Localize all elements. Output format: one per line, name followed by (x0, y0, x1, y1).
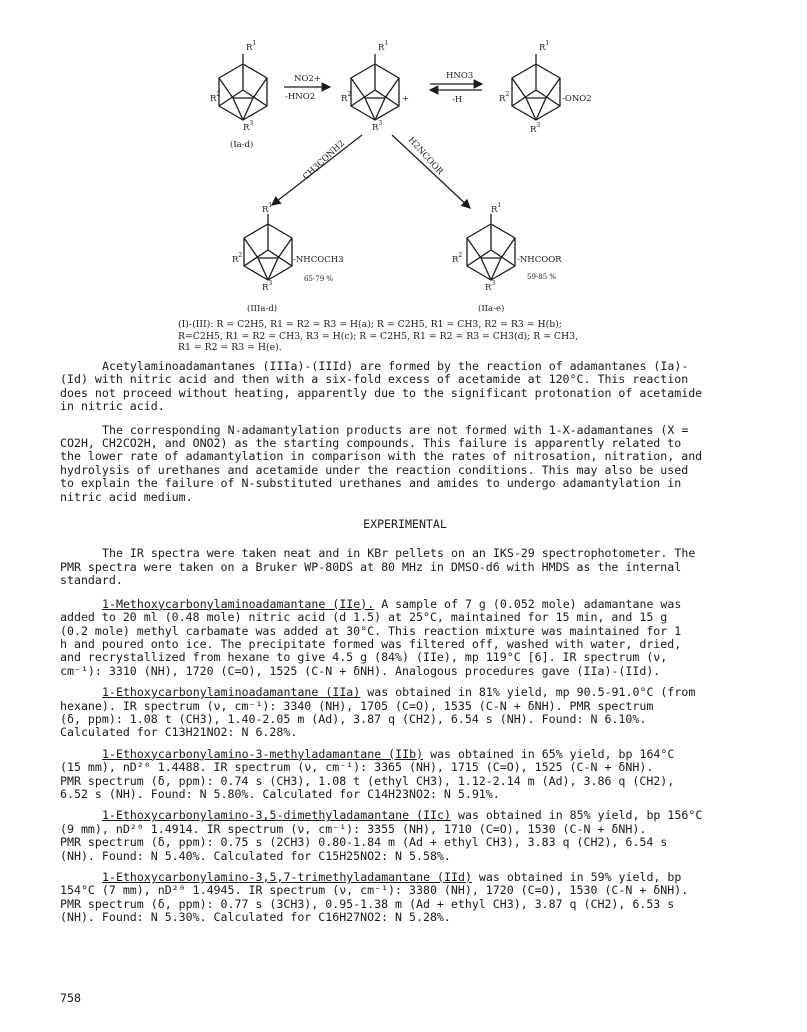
ono2-group: -ONO2 (562, 94, 592, 104)
paragraph-compound-iib: 1-Ethoxycarbonylamino-3-methyladamantane (IIb) was obtained in 65% yield, bp 164°C (15 mm), nD²⁰ 1.4488. IR spectrum (ν, cm⁻¹): 3365 (NH), 1715 (C=O), 1525 (C-N + δNH). PMR spectrum (δ, ppm): 0.74 s (CH3), 1.08 t (ethyl CH3), 1.12-2.14 m (Ad), 3.86 q (CH2), 6.52 s (NH). Found: N 5.80%. Calculated for C14H23NO2: N 5.91%. (60, 746, 675, 801)
svg-text:R1: $R^1$ (491, 202, 502, 215)
svg-text:R3: $R^3$ (372, 120, 383, 133)
paragraph-compound-iie: 1-Methoxycarbonylaminoadamantane (IIe). A sample of 7 g (0.052 mole) adamantane was added to 20 ml (0.48 mole) nitric acid (d 1.5) at 25°C, maintained for 15 min, and 15 g (0.2 mole) methyl carbamate was added at 30°C. This reaction mixture was maintained for 1 h and poured onto ice. The precipitate formed was filtered off, washed with water, dried, and recrystallized from hexane to give 4.5 g (84%) (IIe), mp 119°C [6]. IR spectrum (ν, cm⁻¹): 3310 (NH), 1720 (C=O), 1525 (C-N + δNH). Analogous procedures gave (IIa)-(IId). (60, 596, 682, 678)
r3-label: $R^3$ (243, 120, 254, 133)
svg-text:R3: $R^3$ (485, 280, 496, 293)
compound-title: 1-Ethoxycarbonylamino-3,5,7-trimethyladamantane (IId) (102, 870, 472, 884)
compound-title: 1-Ethoxycarbonylamino-3,5-dimethyladamantane (IIc) (102, 808, 452, 823)
paragraph-acetylamino: Acetylaminoadamantanes (IIIa)-(IIId) are formed by the reaction of adamantanes (Ia)- (Id) with nitric acid and then with a six-fold excess of acetamide at 120°C. This reaction does not proceed without heating, apparently due to the significant protonation of acetamide in nitric acid. (60, 359, 703, 414)
svg-text:R1: $R^1$ (262, 202, 273, 215)
article-body (60, 360, 750, 933)
yield-iii: 65-79 % (304, 275, 334, 283)
nhcoor-group: -NHCOOR (517, 255, 562, 265)
reaction-arrow-nitrosation (284, 74, 330, 102)
svg-text:R3: $R^3$ (262, 280, 273, 293)
svg-text:R2: $R^2$ (341, 91, 352, 104)
adamantyl-cation-structure (341, 40, 409, 133)
reaction-arrow-urethane (392, 135, 470, 208)
paragraph-compound-iia: 1-Ethoxycarbonylaminoadamantane (IIa) was obtained in 81% yield, mp 90.5-91.0°C (from hexane). IR spectrum (ν, cm⁻¹): 3340 (NH), 1705 (C=O), 1535 (C-N + δNH). PMR spectrum (δ, ppm): 1.08 t (CH3), 1.40-2.05 m (Ad), 3.87 q (CH2), 6.54 s (NH). Found: N 6.10%. Calculated for C13H21NO2: N 6.28%. (60, 685, 696, 740)
legend-line: R=C2H5, R1 = R2 = CH3, R3 = H(c); R = C2H5, R1 = R2 = R3 = CH3(d); R = CH3, (178, 330, 579, 342)
compound-title: 1-Ethoxycarbonylaminoadamantane (IIa) (102, 685, 361, 700)
scheme-legend (178, 319, 738, 354)
legend-line: (I)-(III): R = C2H5, R1 = R2 = R3 = H(a); R = C2H5, R1 = CH3, R2 = R3 = H(b); (178, 319, 562, 330)
svg-text:R2: $R^2$ (232, 252, 243, 265)
reaction-scheme (0, 0, 807, 360)
svg-text:H2NCOOR: H2NCOOR (405, 135, 445, 178)
reaction-arrow-acetamide (272, 135, 362, 205)
r2-label: $R^2$ (210, 91, 221, 104)
svg-text:CH3CONH2: CH3CONH2 (301, 138, 347, 183)
section-heading-experimental: EXPERIMENTAL (363, 517, 447, 532)
r1-label: $R^1$ (246, 40, 257, 53)
adamantyl-nitrate-structure (499, 40, 592, 135)
svg-text:HNO3: HNO3 (446, 71, 474, 81)
reaction-arrow-nitration (430, 71, 482, 105)
svg-text:-H: -H (452, 95, 463, 105)
compound-title: 1-Methoxycarbonylaminoadamantane (IIe). (102, 596, 375, 611)
paragraph-compound-iic: 1-Ethoxycarbonylamino-3,5-dimethyladamantane (IIc) was obtained in 85% yield, bp 156°C (9 mm), nD²⁰ 1.4914. IR spectrum (ν, cm⁻¹): 3355 (NH), 1710 (C=O), 1530 (C-N + δNH). PMR spectrum (δ, ppm): 0.75 s (2CH3) 0.80-1.84 m (Ad + ethyl CH3), 3.83 q (CH2), 6.54 s (NH). Found: N 5.40%. Calculated for C15H25NO2: N 5.58%. (60, 808, 703, 863)
paragraph-instruments: The IR spectra were taken neat and in KBr pellets on an IKS-29 spectrophotometer. The PMR spectra were taken on a Bruker WP-80DS at 80 MHz in DMSO-d6 with HMDS as the internal standard. (60, 546, 696, 588)
svg-text:R2: $R^2$ (499, 91, 510, 104)
page-number: 758 (60, 991, 81, 1005)
svg-text:R3: $R^3$ (530, 122, 541, 135)
paragraph-compound-iid: 1-Ethoxycarbonylamino-3,5,7-trimethyladamantane (IId) was obtained in 59% yield, bp 154°C (7 mm), nD²⁰ 1.4945. IR spectrum (ν, cm⁻¹): 3380 (NH), 1720 (C=O), 1530 (C-N + δNH). PMR spectrum (δ, ppm): 0.77 s (3CH3), 0.95-1.38 m (Ad + ethyl CH3), 3.87 q (CH2), 6.53 s (NH). Found: N 5.30%. Calculated for C16H27NO2: N 5.28%. (60, 870, 689, 925)
svg-text:R1: $R^1$ (539, 40, 550, 53)
adamantane-structure-ia (210, 40, 267, 150)
svg-text:R2: $R^2$ (452, 252, 463, 265)
paragraph-adamantylation: The corresponding N-adamantylation products are not formed with 1-X-adamantanes (X = CO2H, CH2CO2H, and ONO2) as the starting compounds. This failure is apparently related to the lower rate of adamantylation in comparison with the rates of nitrosation, nitration, and hydrolysis of urethanes and acetamide under the reaction conditions. This may also be used to explain the failure of N-substituted urethanes and amides to undergo adamantylation in nitric acid medium. (60, 422, 703, 504)
yield-ii: 59-85 % (527, 273, 557, 281)
svg-text:-HNO2: -HNO2 (285, 92, 316, 102)
compound-label-ia: (Ia-d) (230, 140, 254, 150)
cation-plus: + (402, 94, 410, 104)
svg-text:R1: $R^1$ (378, 40, 389, 53)
legend-line: R1 = R2 = R3 = H(e). (178, 342, 282, 353)
alkoxycarbonylaminoadamantane-structure (452, 202, 562, 314)
compound-label-ii: (IIa-e) (478, 304, 505, 314)
nhcoch3-group: -NHCOCH3 (293, 255, 344, 265)
svg-text:NO2+: NO2+ (294, 74, 321, 84)
compound-title: 1-Ethoxycarbonylamino-3-methyladamantane (IIb) (102, 746, 424, 761)
compound-label-iii: (IIIa-d) (247, 304, 278, 314)
acetylaminoadamantane-structure (232, 202, 344, 314)
